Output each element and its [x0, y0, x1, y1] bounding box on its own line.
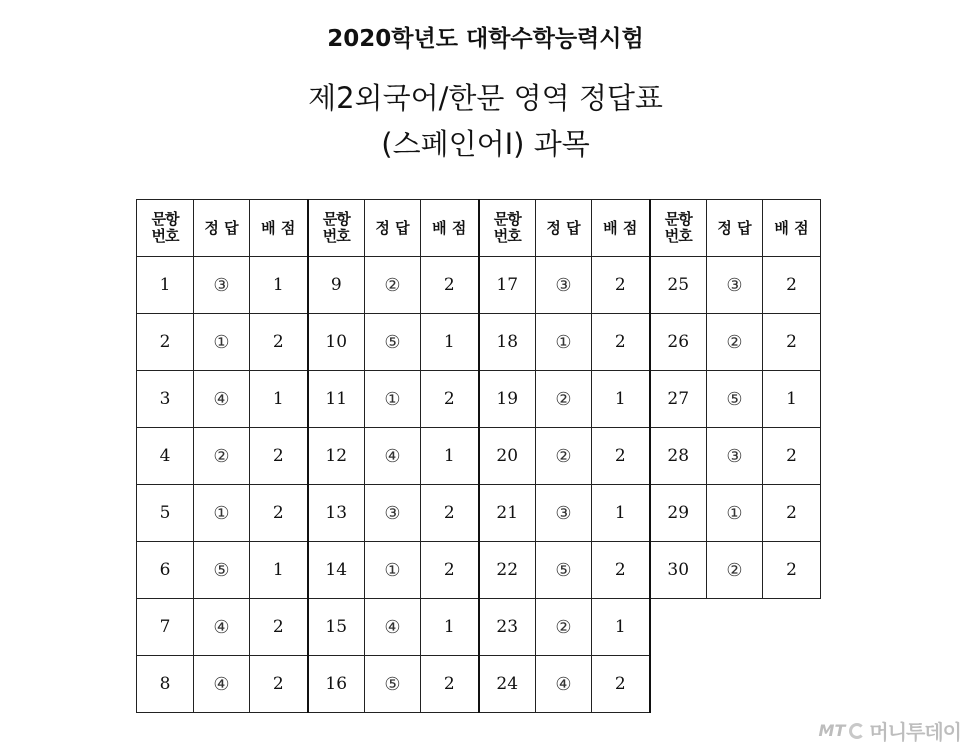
question-number: 13: [308, 485, 365, 542]
points-value: 2: [592, 257, 650, 314]
points-value: 2: [592, 656, 650, 713]
points-value: 2: [421, 485, 479, 542]
points-value: 1: [592, 371, 650, 428]
points-value: 1: [421, 314, 479, 371]
points-value: 2: [763, 257, 821, 314]
table-row: [137, 428, 821, 485]
answer-value: ①: [365, 542, 421, 599]
answer-value: ④: [365, 599, 421, 656]
points-value: 1: [763, 371, 821, 428]
empty-cell: [707, 599, 763, 656]
question-number: 12: [308, 428, 365, 485]
answer-value: ①: [194, 485, 250, 542]
section-title: 제2외국어/한문 영역 정답표: [308, 81, 663, 115]
header-points: 배 점: [421, 200, 479, 257]
points-value: 2: [763, 485, 821, 542]
empty-cell: [650, 599, 707, 656]
points-value: 1: [421, 428, 479, 485]
answer-value: ③: [707, 257, 763, 314]
empty-cell: [707, 656, 763, 713]
points-value: 1: [421, 599, 479, 656]
answer-value: ④: [536, 656, 592, 713]
points-value: 2: [421, 542, 479, 599]
table-row: [137, 599, 821, 656]
answer-value: ④: [365, 428, 421, 485]
question-number: 1: [137, 257, 194, 314]
question-number: 16: [308, 656, 365, 713]
points-value: 2: [250, 428, 308, 485]
question-number: 10: [308, 314, 365, 371]
points-value: 1: [250, 257, 308, 314]
question-number: 23: [479, 599, 536, 656]
table-row: [137, 485, 821, 542]
answer-value: ⑤: [365, 314, 421, 371]
answer-value: ①: [194, 314, 250, 371]
header-answer: 정 답: [365, 200, 421, 257]
answer-value: ④: [194, 656, 250, 713]
table-row: [137, 542, 821, 599]
answer-value: ③: [194, 257, 250, 314]
question-number: 9: [308, 257, 365, 314]
question-number: 4: [137, 428, 194, 485]
points-value: 2: [421, 257, 479, 314]
question-number: 6: [137, 542, 194, 599]
answer-value: ②: [536, 599, 592, 656]
watermark-name: 머니투데이: [869, 720, 961, 744]
header-row: [137, 200, 821, 257]
question-number: 20: [479, 428, 536, 485]
question-number: 26: [650, 314, 707, 371]
table-row: [137, 371, 821, 428]
answer-value: ①: [707, 485, 763, 542]
watermark-mark: MT: [818, 721, 846, 740]
answer-value: ②: [365, 257, 421, 314]
answer-value: ②: [707, 314, 763, 371]
question-number: 14: [308, 542, 365, 599]
points-value: 2: [250, 599, 308, 656]
question-number: 24: [479, 656, 536, 713]
points-value: 2: [592, 428, 650, 485]
points-value: 1: [592, 599, 650, 656]
points-value: 2: [421, 656, 479, 713]
question-number: 21: [479, 485, 536, 542]
answer-value: ③: [707, 428, 763, 485]
header-question-number: 문항 번호: [650, 200, 707, 257]
answer-value: ②: [536, 428, 592, 485]
question-number: 17: [479, 257, 536, 314]
logo-swirl-icon: [849, 723, 865, 739]
points-value: 2: [592, 314, 650, 371]
question-number: 7: [137, 599, 194, 656]
answer-value: ④: [194, 599, 250, 656]
empty-cell: [763, 656, 821, 713]
empty-cell: [763, 599, 821, 656]
question-number: 28: [650, 428, 707, 485]
answer-value: ③: [536, 257, 592, 314]
answer-value: ⑤: [194, 542, 250, 599]
answer-value: ④: [194, 371, 250, 428]
table-row: [137, 656, 821, 713]
question-number: 22: [479, 542, 536, 599]
question-number: 25: [650, 257, 707, 314]
question-number: 27: [650, 371, 707, 428]
table-row: [137, 257, 821, 314]
header-answer: 정 답: [707, 200, 763, 257]
points-value: 2: [763, 428, 821, 485]
question-number: 29: [650, 485, 707, 542]
points-value: 2: [421, 371, 479, 428]
question-number: 11: [308, 371, 365, 428]
answer-table: [136, 199, 821, 713]
points-value: 2: [763, 314, 821, 371]
points-value: 1: [592, 485, 650, 542]
table-row: [137, 314, 821, 371]
header-answer: 정 답: [194, 200, 250, 257]
question-number: 18: [479, 314, 536, 371]
points-value: 1: [250, 371, 308, 428]
header-question-number: 문항 번호: [479, 200, 536, 257]
question-number: 19: [479, 371, 536, 428]
question-number: 30: [650, 542, 707, 599]
exam-title: 2020학년도 대학수학능력시험: [327, 26, 644, 52]
question-number: 5: [137, 485, 194, 542]
header-answer: 정 답: [536, 200, 592, 257]
points-value: 1: [250, 542, 308, 599]
question-number: 3: [137, 371, 194, 428]
empty-cell: [650, 656, 707, 713]
subject-title: (스페인어Ⅰ) 과목: [381, 127, 590, 161]
header-question-number: 문항 번호: [308, 200, 365, 257]
answer-value: ②: [536, 371, 592, 428]
answer-value: ②: [707, 542, 763, 599]
answer-value: ①: [365, 371, 421, 428]
header-points: 배 점: [763, 200, 821, 257]
header-points: 배 점: [592, 200, 650, 257]
watermark: [819, 716, 961, 745]
answer-value: ⑤: [707, 371, 763, 428]
header-question-number: 문항 번호: [137, 200, 194, 257]
answer-value: ⑤: [365, 656, 421, 713]
header-points: 배 점: [250, 200, 308, 257]
question-number: 2: [137, 314, 194, 371]
points-value: 2: [250, 314, 308, 371]
answer-value: ①: [536, 314, 592, 371]
answer-value: ③: [536, 485, 592, 542]
points-value: 2: [250, 656, 308, 713]
question-number: 15: [308, 599, 365, 656]
points-value: 2: [763, 542, 821, 599]
points-value: 2: [592, 542, 650, 599]
points-value: 2: [250, 485, 308, 542]
question-number: 8: [137, 656, 194, 713]
answer-value: ②: [194, 428, 250, 485]
table-body: [137, 257, 821, 713]
answer-value: ⑤: [536, 542, 592, 599]
answer-value: ③: [365, 485, 421, 542]
